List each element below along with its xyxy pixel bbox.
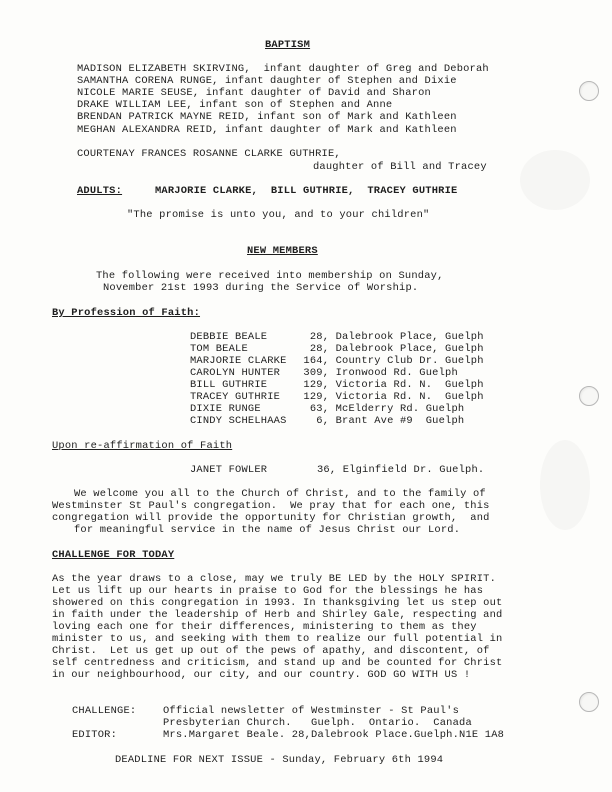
- member-address: 164, Country Club Dr. Guelph: [297, 355, 484, 367]
- new-members-intro: November 21st 1993 during the Service of Worship.: [103, 282, 419, 294]
- baptism-line: MADISON ELIZABETH SKIRVING, infant daughter of Greg and Deborah: [77, 63, 489, 75]
- welcome-line: for meaningful service in the name of Jesus Christ our Lord.: [74, 524, 461, 536]
- welcome-line: congregation will provide the opportunity for Christian growth, and: [52, 512, 490, 524]
- new-members-heading: NEW MEMBERS: [247, 245, 318, 257]
- challenge-line: Christ. Let us get up out of the pews of apathy, and discontent, of: [52, 645, 490, 657]
- challenge-line: Let us lift up our hearts in praise to God for the blessings he has: [52, 585, 484, 597]
- reaffirmed-address: 36, Elginfield Dr. Guelph.: [317, 464, 485, 476]
- member-name: MARJORIE CLARKE: [190, 355, 287, 367]
- footer-challenge-label: CHALLENGE:: [72, 705, 137, 717]
- scan-smudge: [520, 150, 590, 210]
- baptism-line: DRAKE WILLIAM LEE, infant son of Stephen and Anne: [77, 99, 393, 111]
- member-address: 129, Victoria Rd. N. Guelph: [297, 379, 484, 391]
- member-name: TRACEY GUTHRIE: [190, 391, 281, 403]
- baptism-heading: BAPTISM: [265, 39, 311, 51]
- footer-deadline: DEADLINE FOR NEXT ISSUE - Sunday, February 6th 1994: [115, 754, 444, 766]
- baptism-line: MEGHAN ALEXANDRA REID, infant daughter of Mark and Kathleen: [77, 124, 457, 136]
- footer-challenge-text: Presbyterian Church. Guelph. Ontario. Canada: [163, 717, 472, 729]
- welcome-line: Westminster St Paul's congregation. We pray that for each one, this: [52, 500, 490, 512]
- challenge-line: minister to us, and seeking with them to realize our full potential in: [52, 633, 503, 645]
- reaffirmed-name: JANET FOWLER: [190, 464, 268, 476]
- member-name: DIXIE RUNGE: [190, 403, 261, 415]
- member-name: CAROLYN HUNTER: [190, 367, 281, 379]
- new-members-intro: The following were received into membership on Sunday,: [96, 270, 444, 282]
- challenge-line: in faith under the leadership of Herb and Shirley Gale, respecting and: [52, 609, 503, 621]
- member-name: BILL GUTHRIE: [190, 379, 268, 391]
- member-name: TOM BEALE: [190, 343, 248, 355]
- challenge-line: loving each one for their differences, ministering to them as they: [52, 621, 477, 633]
- challenge-line: showered on this congregation in 1993. In thanksgiving let us step out: [52, 597, 503, 609]
- challenge-line: in our neighbourhood, our city, and our country. GOD GO WITH US !: [52, 669, 471, 681]
- footer-challenge-text: Official newsletter of Westminster - St Paul's: [163, 705, 460, 717]
- member-address: 309, Ironwood Rd. Guelph: [297, 367, 458, 379]
- welcome-line: We welcome you all to the Church of Christ, and to the family of: [74, 488, 486, 500]
- member-address: 6, Brant Ave #9 Guelph: [297, 415, 465, 427]
- baptism-line: SAMANTHA CORENA RUNGE, infant daughter of Stephen and Dixie: [77, 75, 457, 87]
- challenge-heading: CHALLENGE FOR TODAY: [52, 549, 175, 561]
- baptism-line: BRENDAN PATRICK MAYNE REID, infant son of Mark and Kathleen: [77, 111, 457, 123]
- member-name: CINDY SCHELHAAS: [190, 415, 287, 427]
- adults-names: MARJORIE CLARKE, BILL GUTHRIE, TRACEY GUTHRIE: [155, 185, 458, 197]
- baptism-courtenay-parents: daughter of Bill and Tracey: [313, 161, 487, 173]
- member-address: 28, Dalebrook Place, Guelph: [297, 331, 484, 343]
- member-address: 28, Dalebrook Place, Guelph: [297, 343, 484, 355]
- footer-editor-text: Mrs.Margaret Beale. 28,Dalebrook Place.Guelph.N1E 1A8: [163, 729, 505, 741]
- profession-heading: By Profession of Faith:: [52, 307, 201, 319]
- adults-label: ADULTS:: [77, 185, 123, 197]
- binder-hole-middle: [579, 386, 599, 406]
- footer-editor-label: EDITOR:: [72, 729, 118, 741]
- baptism-promise: "The promise is unto you, and to your children": [127, 209, 430, 221]
- challenge-line: As the year draws to a close, may we truly BE LED by the HOLY SPIRIT.: [52, 573, 497, 585]
- baptism-courtenay-name: COURTENAY FRANCES ROSANNE CLARKE GUTHRIE,: [77, 148, 341, 160]
- scan-smudge: [540, 440, 590, 530]
- reaffirmation-heading: Upon re-affirmation of Faith: [52, 440, 233, 452]
- member-address: 63, McElderry Rd. Guelph: [297, 403, 465, 415]
- member-name: DEBBIE BEALE: [190, 331, 268, 343]
- binder-hole-top: [579, 81, 599, 101]
- challenge-line: self centredness and criticism, and stand up and be counted for Christ: [52, 657, 503, 669]
- binder-hole-bottom: [579, 692, 599, 712]
- baptism-line: NICOLE MARIE SEUSE, infant daughter of David and Sharon: [77, 87, 431, 99]
- member-address: 129, Victoria Rd. N. Guelph: [297, 391, 484, 403]
